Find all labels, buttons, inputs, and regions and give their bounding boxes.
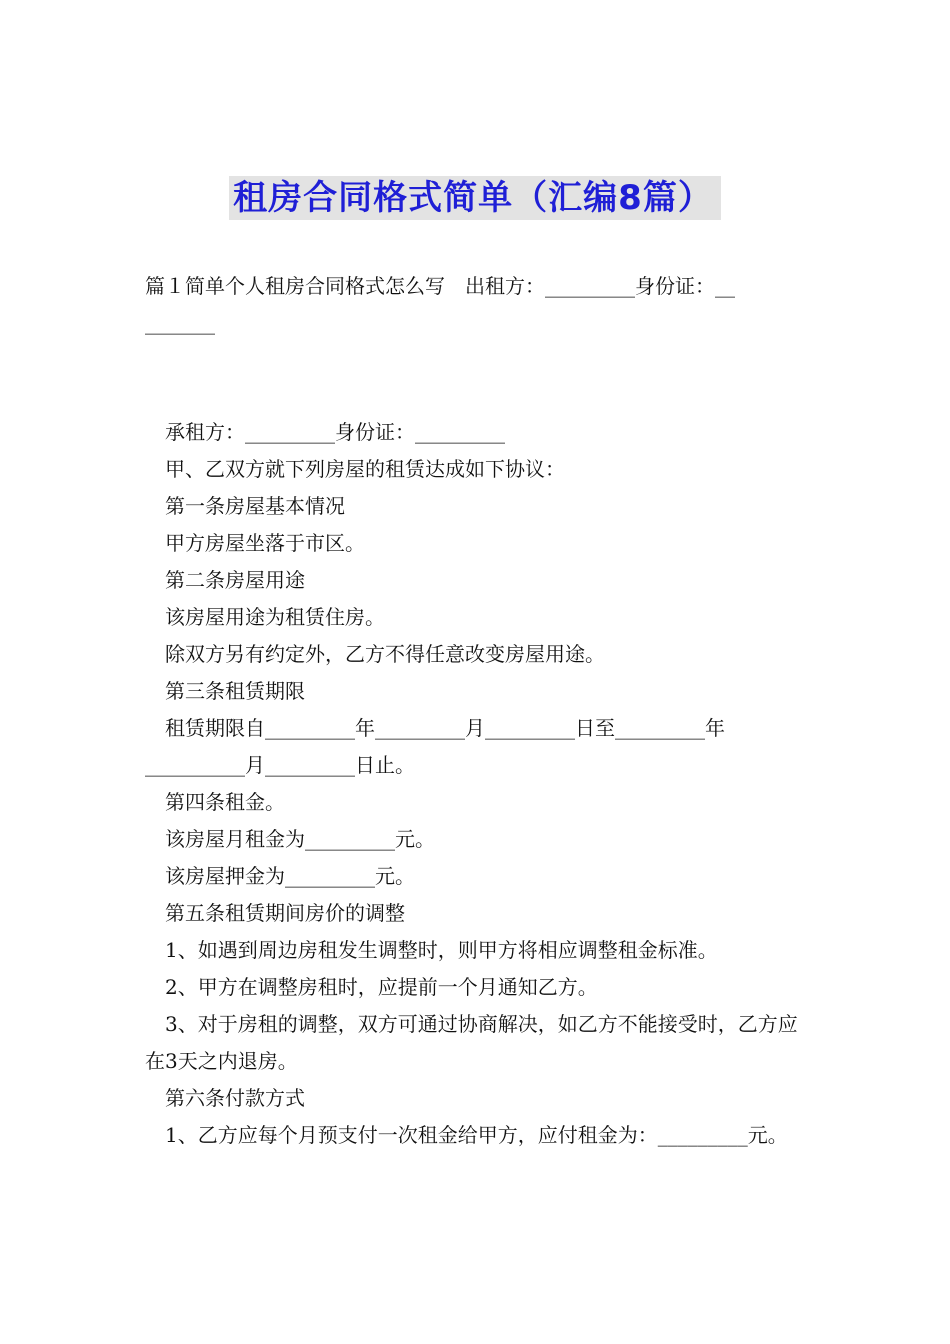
paragraph: 除双方另有约定外，乙方不得任意改变房屋用途。 bbox=[165, 642, 605, 666]
section-heading: 第四条租金。 bbox=[165, 790, 285, 814]
paragraph: 2、甲方在调整房租时，应提前一个月通知乙方。 bbox=[165, 975, 598, 999]
contract-body bbox=[145, 414, 809, 1154]
paragraph: 该房屋用途为租赁住房。 bbox=[165, 605, 385, 629]
section-heading: 第一条房屋基本情况 bbox=[165, 494, 345, 518]
intro-block bbox=[145, 268, 809, 342]
paragraph: 租赁期限自_________年_________月_________日至_________年__________月_________日止。 bbox=[145, 716, 725, 777]
title-container bbox=[0, 176, 950, 220]
section-heading: 第六条付款方式 bbox=[165, 1086, 305, 1110]
section-heading: 第三条租赁期限 bbox=[165, 679, 305, 703]
document-title: 租房合同格式简单（汇编8篇） bbox=[229, 176, 721, 220]
paragraph: 1、乙方应每个月预支付一次租金给甲方，应付租金为：_________元。 bbox=[165, 1123, 788, 1147]
paragraph: 甲方房屋坐落于市区。 bbox=[165, 531, 365, 555]
paragraph: 该房屋押金为_________元。 bbox=[165, 864, 415, 888]
paragraph: 3、对于房租的调整，双方可通过协商解决，如乙方不能接受时，乙方应在3天之内退房。 bbox=[145, 1012, 798, 1073]
intro-line-1: 篇１简单个人租房合同格式怎么写 出租方：_________身份证：__ bbox=[145, 274, 735, 298]
section-heading: 第二条房屋用途 bbox=[165, 568, 305, 592]
paragraph: 该房屋月租金为_________元。 bbox=[165, 827, 435, 851]
section-heading: 第五条租赁期间房价的调整 bbox=[165, 901, 405, 925]
paragraph: 1、如遇到周边房租发生调整时，则甲方将相应调整租金标准。 bbox=[165, 938, 718, 962]
paragraph: 承租方：_________身份证：_________ bbox=[165, 420, 505, 444]
paragraph: 甲、乙双方就下列房屋的租赁达成如下协议： bbox=[165, 457, 565, 481]
intro-line-2: _______ bbox=[145, 311, 215, 335]
